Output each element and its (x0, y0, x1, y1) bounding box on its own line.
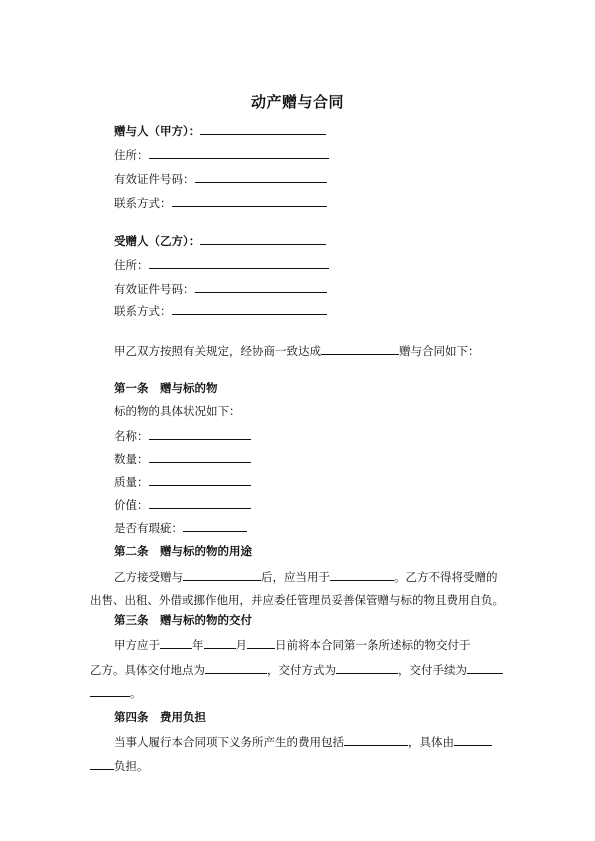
article4-text-a: 当事人履行本合同项下义务所产生的费用包括 (114, 735, 344, 749)
preamble-text-after: 赠与合同如下： (399, 344, 480, 358)
article3-line3 (90, 684, 142, 700)
article3-line1 (114, 636, 471, 652)
article3-text-c: 乙方。具体交付地点为 (90, 663, 205, 677)
expense-payer-blank (454, 733, 492, 746)
article2-text-b: 后，应当用于 (261, 570, 330, 584)
delivery-procedure-blank (467, 661, 503, 674)
article1-name-line (114, 427, 251, 443)
expense-payer-blank-cont (90, 757, 114, 770)
expenses-blank (344, 733, 408, 746)
donee-label: 受赠人（乙方）： (114, 234, 201, 248)
item-value-label: 价值： (114, 498, 149, 512)
article2-text-c: 。乙方不得将受赠的 (394, 570, 498, 584)
delivery-procedure-blank-cont (90, 684, 130, 697)
donor-contact-blank (172, 194, 327, 207)
article1-value-line (114, 496, 251, 512)
article1-intro: 标的物的具体状况如下： (114, 404, 241, 418)
item-defect-label: 是否有瑕疵： (114, 521, 183, 535)
item-name-label: 名称： (114, 429, 149, 443)
delivery-year-blank (160, 636, 192, 649)
article1-heading: 第一条 赠与标的物 (114, 381, 218, 395)
month-label: 月 (235, 638, 247, 652)
preamble-text-before: 甲乙双方按照有关规定，经协商一致达成 (114, 344, 321, 358)
article3-text-e: ，交付手续为 (398, 663, 467, 677)
donor-address-label: 住所： (114, 148, 149, 162)
donee-id-blank (195, 280, 327, 293)
donee-contact-line (114, 302, 327, 318)
item-defect-blank (183, 519, 247, 532)
donee-id-line (114, 280, 327, 296)
article2-usage-blank (330, 568, 394, 581)
item-name-blank (149, 427, 251, 440)
article3-end: 。 (130, 686, 142, 700)
preamble-line (114, 342, 480, 358)
donee-name-blank (200, 232, 326, 245)
donor-address-line (114, 146, 329, 162)
preamble-blank (321, 342, 399, 355)
donee-contact-label: 联系方式： (114, 304, 172, 318)
article1-quantity-line (114, 450, 251, 466)
article2-text-a: 乙方接受赠与 (114, 570, 183, 584)
article4-line1 (114, 733, 492, 749)
delivery-month-blank (204, 636, 236, 649)
donee-id-label: 有效证件号码： (114, 282, 195, 296)
year-label: 年 (192, 638, 204, 652)
article1-quality-line (114, 473, 251, 489)
donor-id-label: 有效证件号码： (114, 172, 195, 186)
donor-contact-label: 联系方式： (114, 196, 172, 210)
donor-contact-line (114, 194, 327, 210)
article4-heading: 第四条 费用负担 (114, 710, 206, 724)
article2-line1 (114, 568, 498, 584)
article3-text-d: ，交付方式为 (267, 663, 336, 677)
article4-end: 负担。 (114, 759, 149, 773)
article4-line2 (90, 757, 149, 773)
article3-text-a: 甲方应于 (114, 638, 160, 652)
article3-text-b: 日前将本合同第一条所述标的物交付于 (275, 638, 471, 652)
donee-address-line (114, 256, 329, 272)
donor-label: 赠与人（甲方）： (114, 124, 201, 138)
item-quality-blank (149, 473, 251, 486)
item-quality-label: 质量： (114, 475, 149, 489)
delivery-method-blank (336, 661, 398, 674)
donor-id-line (114, 170, 327, 186)
article2-heading: 第二条 赠与标的物的用途 (114, 544, 252, 558)
article3-heading: 第三条 赠与标的物的交付 (114, 613, 252, 627)
donor-id-blank (195, 170, 327, 183)
item-quantity-blank (149, 450, 251, 463)
article1-defect-line (114, 519, 247, 535)
item-quantity-label: 数量： (114, 452, 149, 466)
donor-name-blank (200, 122, 326, 135)
donee-contact-blank (172, 302, 327, 315)
article2-line2: 出售、出租、外借或挪作他用，并应委任管理员妥善保管赠与标的物且费用自负。 (90, 593, 504, 607)
document-title: 动产赠与合同 (250, 93, 344, 111)
article2-item-blank (183, 568, 261, 581)
delivery-day-blank (247, 636, 275, 649)
article4-text-b: ，具体由 (408, 735, 454, 749)
delivery-place-blank (205, 661, 267, 674)
article3-line2 (90, 661, 503, 677)
donee-line (114, 232, 326, 248)
donor-line (114, 122, 326, 138)
donee-address-label: 住所： (114, 258, 149, 272)
item-value-blank (149, 496, 251, 509)
donee-address-blank (149, 256, 329, 269)
donor-address-blank (149, 146, 329, 159)
